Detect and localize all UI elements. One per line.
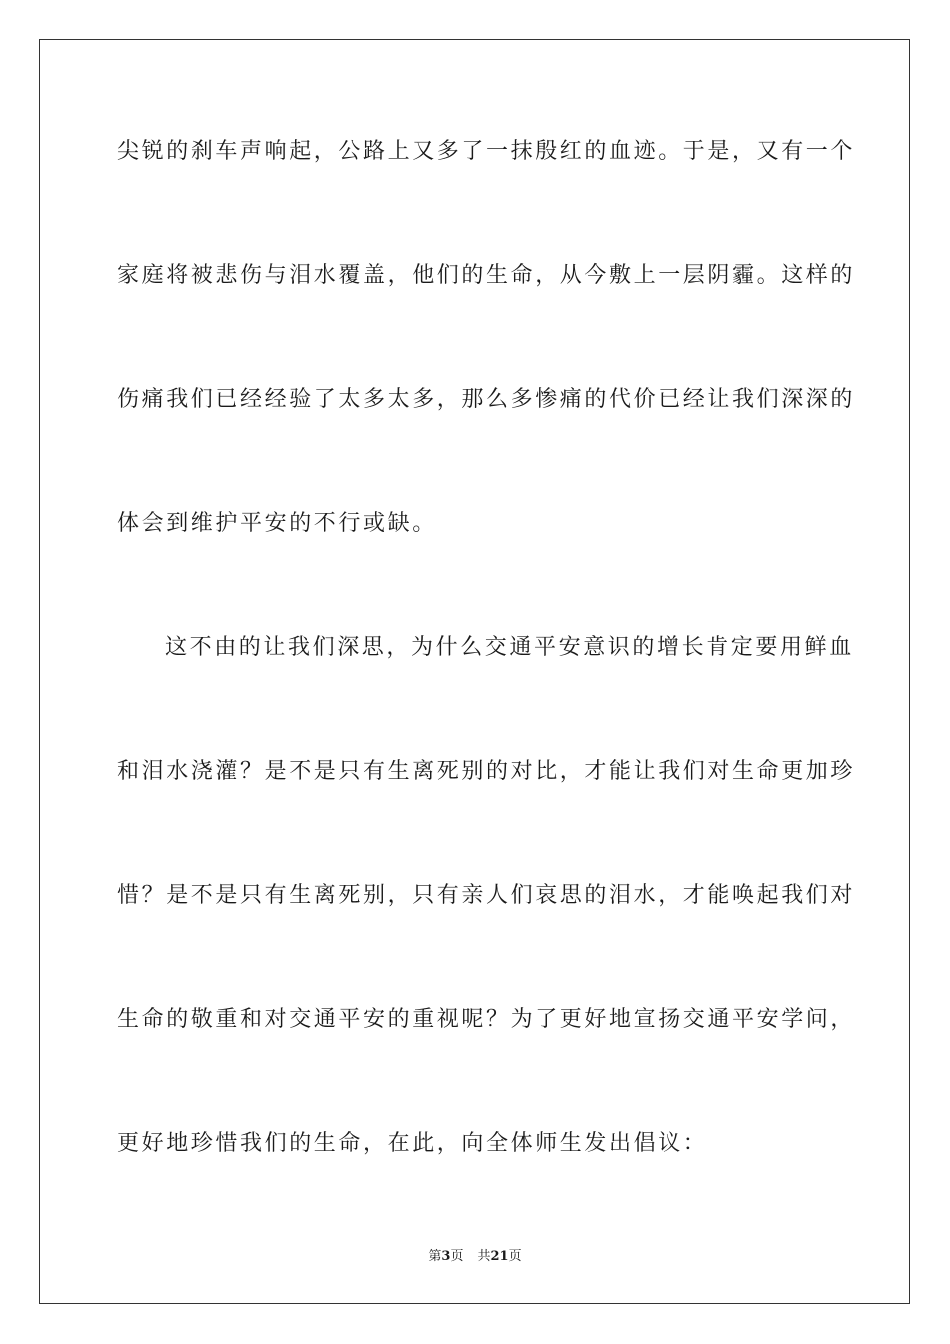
text-line-1: 尖锐的刹车声响起，公路上又多了一抹殷红的血迹。于是，又有一个 bbox=[117, 139, 856, 164]
text-line-9: 更好地珍惜我们的生命，在此，向全体师生发出倡议： bbox=[117, 1131, 708, 1156]
page-border bbox=[39, 39, 910, 1304]
page-footer bbox=[0, 1248, 950, 1266]
page-prefix: 第 bbox=[428, 1249, 442, 1264]
page-suffix: 页 bbox=[450, 1249, 464, 1264]
total-prefix: 共 bbox=[477, 1249, 491, 1264]
text-line-2: 家庭将被悲伤与泪水覆盖，他们的生命，从今敷上一层阴霾。这样的 bbox=[117, 263, 856, 288]
text-line-7: 惜？是不是只有生离死别，只有亲人们哀思的泪水，才能唤起我们对 bbox=[117, 883, 856, 908]
text-line-8: 生命的敬重和对交通平安的重视呢？为了更好地宣扬交通平安学问， bbox=[117, 1007, 856, 1032]
text-line-6: 和泪水浇灌？是不是只有生离死别的对比，才能让我们对生命更加珍 bbox=[117, 759, 856, 784]
text-line-4: 体会到维护平安的不行或缺。 bbox=[117, 511, 437, 536]
paragraph-2-first-line: 这不由的让我们深思，为什么交通平安意识的增长肯定要用鲜血 bbox=[165, 635, 854, 660]
total-pages: 21 bbox=[490, 1249, 509, 1264]
text-line-3: 伤痛我们已经经验了太多太多，那么多惨痛的代价已经让我们深深的 bbox=[117, 387, 856, 412]
page-number: 3 bbox=[441, 1249, 451, 1264]
total-suffix: 页 bbox=[508, 1249, 522, 1264]
